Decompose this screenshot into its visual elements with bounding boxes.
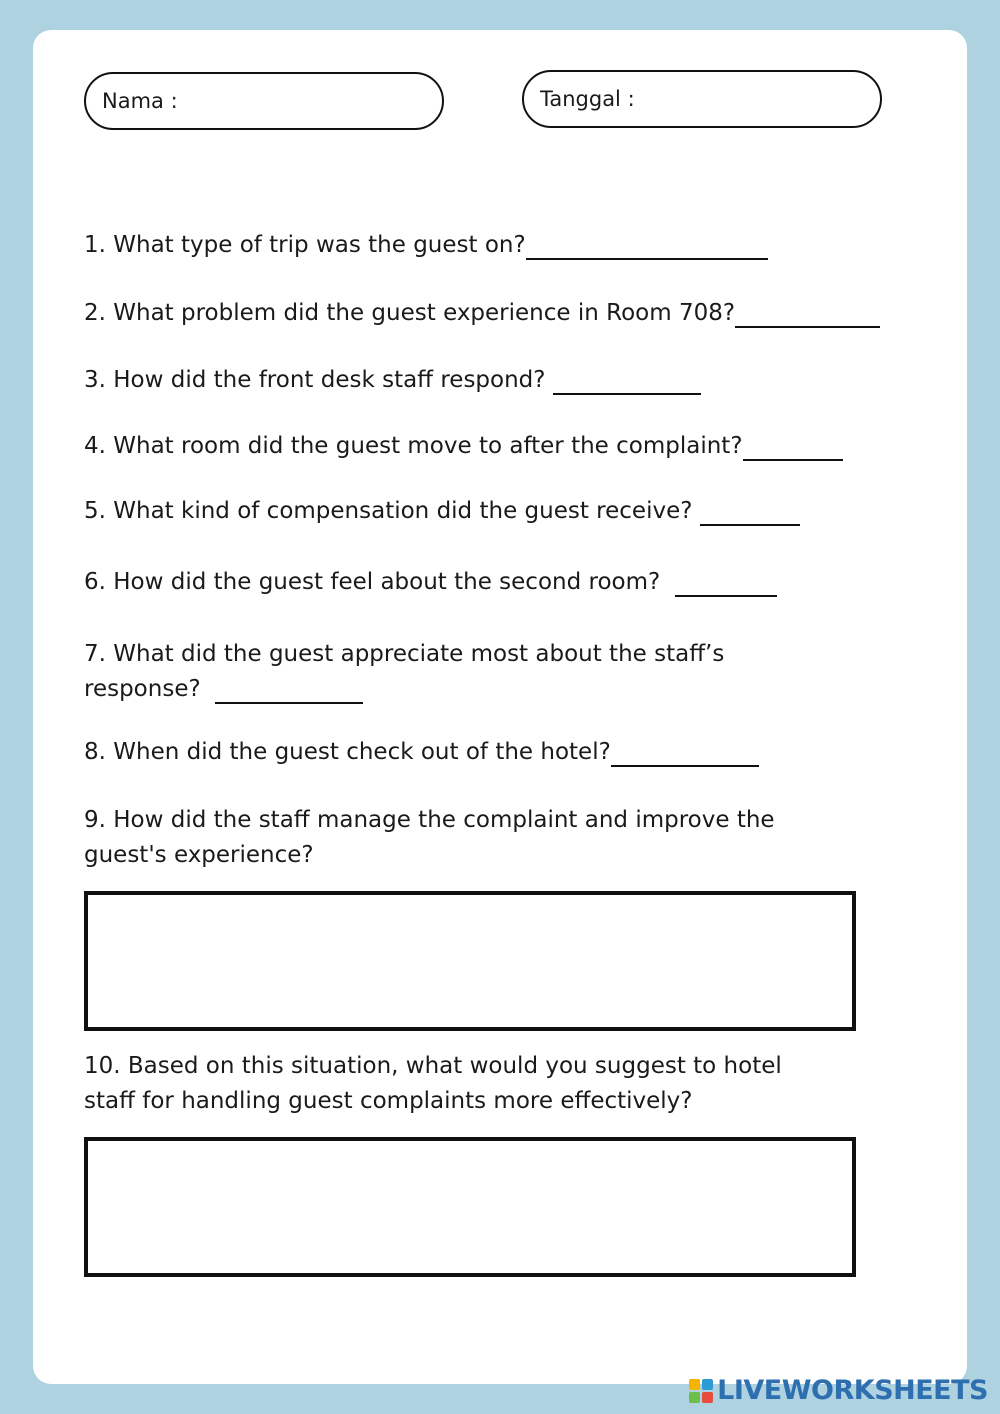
question-3: [84, 363, 701, 398]
question-text: 1. What type of trip was the guest on?: [84, 232, 526, 258]
question-1: [84, 228, 768, 263]
question-text: 9. How did the staff manage the complaint and improve the: [84, 807, 775, 833]
question-8: [84, 735, 759, 770]
logo-icon: [689, 1379, 713, 1403]
question-text: 4. What room did the guest move to after the complaint?: [84, 433, 743, 459]
question-9: [84, 803, 775, 873]
liveworksheets-logo: [689, 1375, 988, 1406]
question-6: [84, 565, 777, 600]
question-text: 6. How did the guest feel about the second room?: [84, 569, 661, 595]
logo-square: [702, 1392, 713, 1403]
question-text-continued: guest's experience?: [84, 842, 314, 868]
answer-box-10[interactable]: [84, 1137, 856, 1277]
question-text: 5. What kind of compensation did the guest receive?: [84, 498, 693, 524]
logo-square: [689, 1379, 700, 1390]
question-text: 10. Based on this situation, what would you suggest to hotel: [84, 1053, 782, 1079]
question-text: 8. When did the guest check out of the hotel?: [84, 739, 611, 765]
answer-blank-8[interactable]: [611, 764, 759, 767]
question-text: 7. What did the guest appreciate most about the staff’s: [84, 641, 725, 667]
logo-text: LIVEWORKSHEETS: [717, 1375, 988, 1406]
question-text: 2. What problem did the guest experience in Room 708?: [84, 300, 736, 326]
name-field[interactable]: [84, 72, 444, 130]
logo-square: [689, 1392, 700, 1403]
answer-blank-5[interactable]: [700, 523, 800, 526]
question-7: [84, 637, 724, 707]
question-10: [84, 1049, 782, 1119]
date-label: Tanggal :: [540, 87, 635, 111]
answer-blank-3[interactable]: [553, 392, 701, 395]
name-label: Nama :: [102, 89, 178, 113]
question-text-continued: staff for handling guest complaints more effectively?: [84, 1088, 693, 1114]
answer-box-9[interactable]: [84, 891, 856, 1031]
date-field[interactable]: [522, 70, 882, 128]
answer-blank-7[interactable]: [215, 701, 363, 704]
question-2: [84, 296, 880, 331]
question-4: [84, 429, 843, 464]
question-text-continued: response?: [84, 676, 201, 702]
question-text: 3. How did the front desk staff respond?: [84, 367, 546, 393]
answer-blank-6[interactable]: [675, 594, 777, 597]
question-5: [84, 494, 800, 529]
answer-blank-4[interactable]: [743, 458, 843, 461]
logo-square: [702, 1379, 713, 1390]
answer-blank-1[interactable]: [526, 257, 768, 260]
answer-blank-2[interactable]: [735, 325, 880, 328]
